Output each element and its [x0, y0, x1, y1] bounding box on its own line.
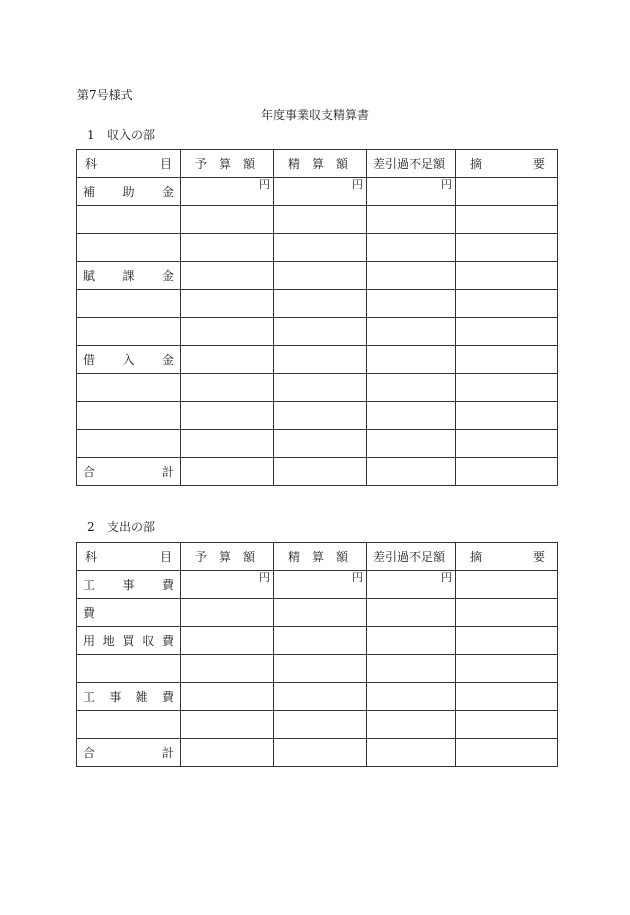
header-remarks: 摘 要 — [456, 150, 558, 178]
settled-cell — [274, 206, 367, 234]
subject-cell: 工 事 費 — [77, 571, 181, 599]
difference-cell — [367, 711, 456, 739]
income-row — [77, 290, 558, 318]
difference-cell — [367, 599, 456, 627]
remarks-cell — [456, 739, 558, 767]
remarks-cell — [456, 683, 558, 711]
settled-cell — [274, 430, 367, 458]
difference-cell — [367, 234, 456, 262]
settled-cell — [274, 739, 367, 767]
expenditure-row — [77, 711, 558, 739]
difference-cell — [367, 402, 456, 430]
subject-cell — [77, 430, 181, 458]
difference-cell — [367, 655, 456, 683]
income-row — [77, 346, 558, 374]
difference-cell — [367, 290, 456, 318]
remarks-cell — [456, 206, 558, 234]
settled-cell — [274, 599, 367, 627]
settled-cell — [274, 711, 367, 739]
budget-cell — [181, 346, 274, 374]
expenditure-section-number: 2 — [87, 520, 95, 534]
header-subject: 科 目 — [77, 543, 181, 571]
subject-cell: 借 入 金 — [77, 346, 181, 374]
remarks-cell — [456, 262, 558, 290]
expenditure-section-title: 支出の部 — [107, 520, 156, 534]
difference-cell — [367, 627, 456, 655]
remarks-cell — [456, 655, 558, 683]
income-section-title: 収入の部 — [107, 128, 156, 142]
expenditure-row — [77, 599, 558, 627]
header-settled: 精 算 額 — [274, 543, 367, 571]
budget-cell — [181, 234, 274, 262]
subject-cell: 費 — [77, 599, 181, 627]
subject-cell — [77, 290, 181, 318]
subject-cell: 合 計 — [77, 458, 181, 486]
form-number: 第7号様式 — [77, 88, 133, 102]
difference-cell — [367, 206, 456, 234]
header-subject: 科 目 — [77, 150, 181, 178]
budget-cell — [181, 290, 274, 318]
subject-cell: 補 助 金 — [77, 178, 181, 206]
expenditure-row — [77, 571, 558, 599]
budget-cell: 円 — [181, 178, 274, 206]
header-budget: 予 算 額 — [181, 543, 274, 571]
budget-cell — [181, 206, 274, 234]
income-row — [77, 374, 558, 402]
expenditure-row — [77, 655, 558, 683]
income-table — [76, 149, 558, 486]
subject-cell — [77, 655, 181, 683]
subject-cell — [77, 206, 181, 234]
remarks-cell — [456, 178, 558, 206]
subject-cell: 工 事 雑 費 — [77, 683, 181, 711]
remarks-cell — [456, 571, 558, 599]
budget-cell — [181, 374, 274, 402]
budget-cell — [181, 318, 274, 346]
budget-cell — [181, 402, 274, 430]
remarks-cell — [456, 458, 558, 486]
subject-cell — [77, 374, 181, 402]
settled-cell — [274, 655, 367, 683]
expenditure-table — [76, 542, 558, 767]
subject-cell — [77, 318, 181, 346]
expenditure-section-heading — [87, 518, 155, 535]
settled-cell — [274, 234, 367, 262]
settled-cell — [274, 458, 367, 486]
header-difference: 差引過不足額 — [367, 543, 456, 571]
settled-cell — [274, 346, 367, 374]
settled-cell: 円 — [274, 178, 367, 206]
remarks-cell — [456, 627, 558, 655]
header-budget: 予 算 額 — [181, 150, 274, 178]
subject-cell: 合 計 — [77, 739, 181, 767]
settled-cell — [274, 262, 367, 290]
header-remarks: 摘 要 — [456, 543, 558, 571]
expenditure-row — [77, 683, 558, 711]
difference-cell — [367, 430, 456, 458]
income-row — [77, 402, 558, 430]
income-header-row — [77, 150, 558, 178]
budget-cell — [181, 627, 274, 655]
settled-cell: 円 — [274, 571, 367, 599]
income-row — [77, 458, 558, 486]
expenditure-row — [77, 739, 558, 767]
settled-cell — [274, 374, 367, 402]
difference-cell: 円 — [367, 571, 456, 599]
budget-cell — [181, 262, 274, 290]
remarks-cell — [456, 430, 558, 458]
budget-cell — [181, 711, 274, 739]
difference-cell — [367, 346, 456, 374]
income-section-heading — [87, 126, 155, 143]
difference-cell — [367, 458, 456, 486]
budget-cell — [181, 683, 274, 711]
budget-cell — [181, 430, 274, 458]
income-row — [77, 206, 558, 234]
budget-cell — [181, 599, 274, 627]
subject-cell: 賦 課 金 — [77, 262, 181, 290]
budget-cell — [181, 655, 274, 683]
income-row — [77, 430, 558, 458]
document-title: 年度事業収支精算書 — [260, 108, 369, 122]
budget-cell — [181, 739, 274, 767]
difference-cell — [367, 683, 456, 711]
remarks-cell — [456, 234, 558, 262]
difference-cell — [367, 374, 456, 402]
difference-cell — [367, 318, 456, 346]
income-row — [77, 234, 558, 262]
expenditure-header-row — [77, 543, 558, 571]
settled-cell — [274, 627, 367, 655]
remarks-cell — [456, 346, 558, 374]
subject-cell — [77, 711, 181, 739]
income-row — [77, 262, 558, 290]
settled-cell — [274, 683, 367, 711]
difference-cell — [367, 262, 456, 290]
header-difference: 差引過不足額 — [367, 150, 456, 178]
settled-cell — [274, 318, 367, 346]
remarks-cell — [456, 711, 558, 739]
income-row — [77, 178, 558, 206]
remarks-cell — [456, 599, 558, 627]
settled-cell — [274, 402, 367, 430]
budget-cell — [181, 458, 274, 486]
remarks-cell — [456, 374, 558, 402]
difference-cell — [367, 739, 456, 767]
remarks-cell — [456, 290, 558, 318]
subject-cell — [77, 402, 181, 430]
budget-cell: 円 — [181, 571, 274, 599]
income-section-number: 1 — [87, 128, 95, 142]
header-settled: 精 算 額 — [274, 150, 367, 178]
subject-cell: 用 地 買 収 費 — [77, 627, 181, 655]
remarks-cell — [456, 318, 558, 346]
remarks-cell — [456, 402, 558, 430]
subject-cell — [77, 234, 181, 262]
difference-cell: 円 — [367, 178, 456, 206]
income-row — [77, 318, 558, 346]
expenditure-row — [77, 627, 558, 655]
settled-cell — [274, 290, 367, 318]
